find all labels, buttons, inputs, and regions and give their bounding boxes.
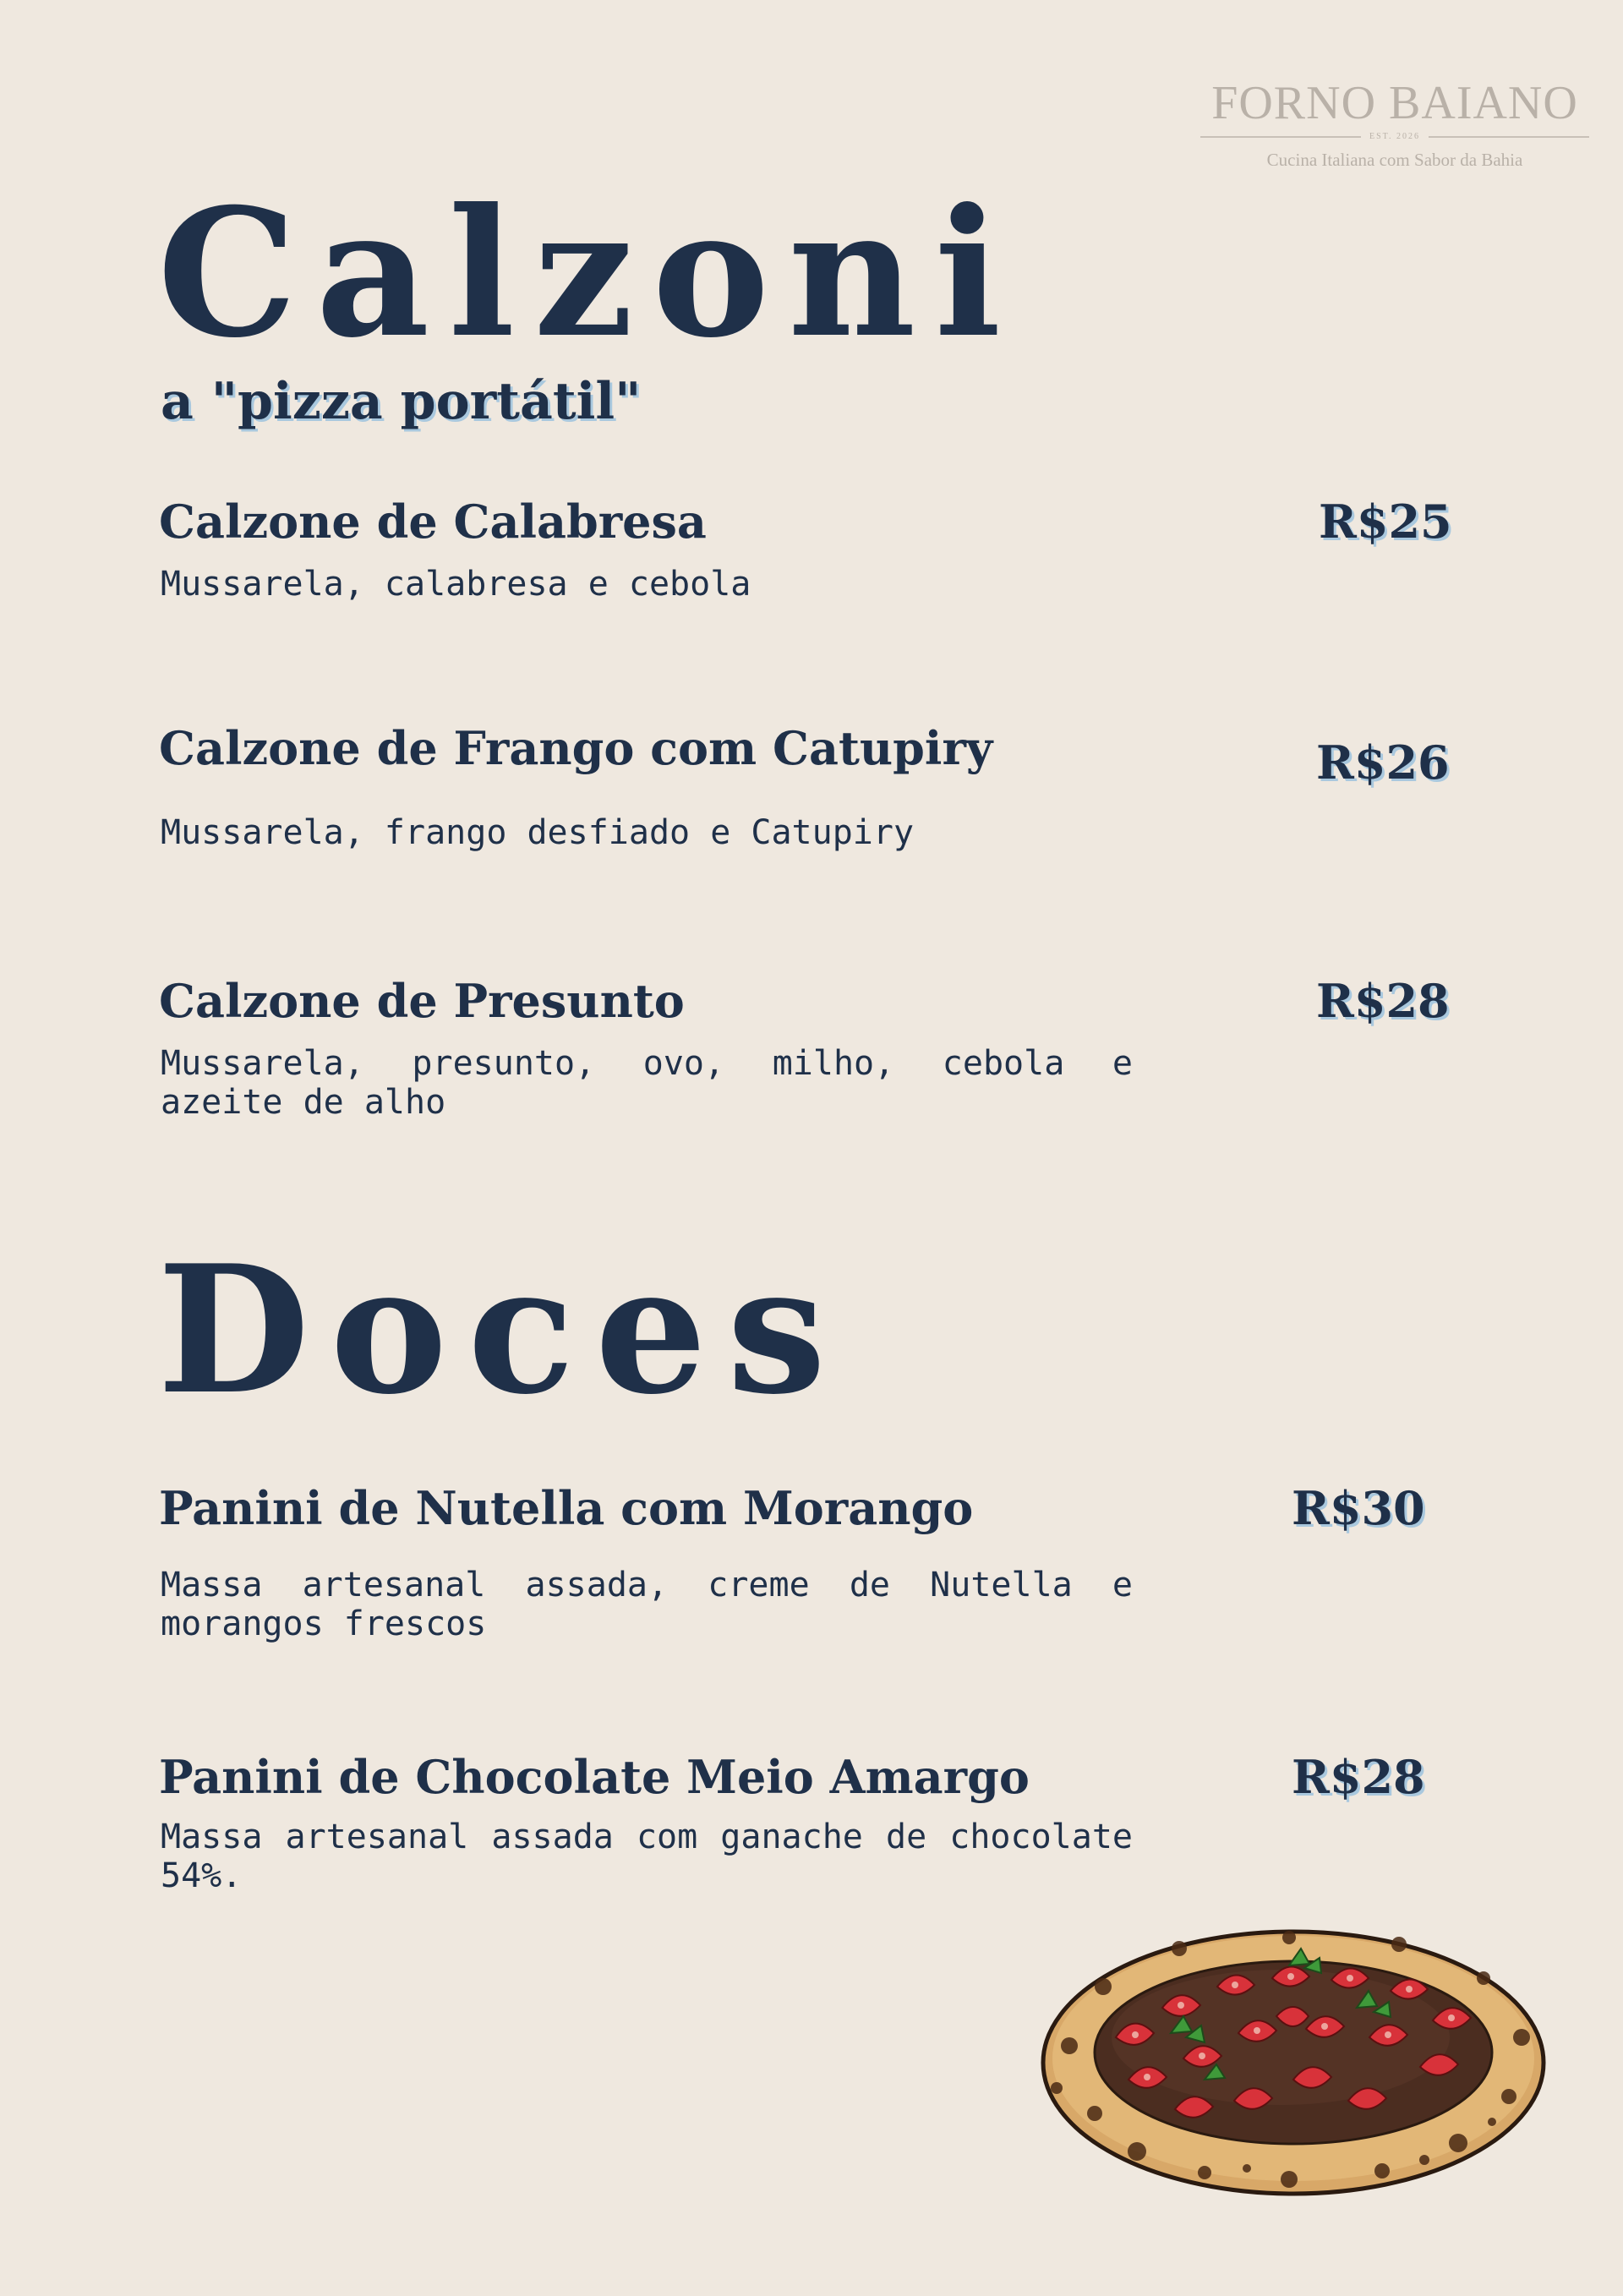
menu-item-price: R$28 bbox=[1316, 974, 1450, 1028]
brand-est: EST. 2026 bbox=[1369, 132, 1421, 141]
menu-item-name: Calzone de Frango com Catupiry bbox=[159, 721, 993, 775]
divider bbox=[1429, 136, 1589, 138]
menu-item-price: R$28 bbox=[1292, 1750, 1425, 1804]
section-title-doces: Doces bbox=[157, 1227, 847, 1434]
menu-item-description: Mussarela, frango desfiado e Catupiry bbox=[161, 813, 915, 852]
section-subtitle-calzoni: a "pizza portátil" bbox=[161, 372, 642, 431]
menu-item-name: Panini de Nutella com Morango bbox=[159, 1481, 974, 1535]
brand-name: FORNO BAIANO bbox=[1211, 77, 1578, 129]
menu-item-name: Panini de Chocolate Meio Amargo bbox=[159, 1750, 1030, 1804]
menu-item-description: Mussarela, calabresa e cebola bbox=[161, 565, 751, 604]
menu-item-price: R$30 bbox=[1292, 1481, 1425, 1535]
menu-item-description: Mussarela, presunto, ovo, milho, cebola e azeite de alho bbox=[161, 1044, 1133, 1122]
brand-est-row bbox=[1200, 132, 1589, 141]
divider bbox=[1200, 136, 1361, 138]
menu-item-price: R$25 bbox=[1319, 495, 1452, 549]
section-title-calzoni: Calzoni bbox=[157, 171, 1020, 377]
brand-tagline: Cucina Italiana com Sabor da Bahia bbox=[1266, 150, 1523, 170]
menu-item-description: Massa artesanal assada, creme de Nutella e morangos frescos bbox=[161, 1566, 1133, 1643]
menu-item-price: R$26 bbox=[1316, 735, 1450, 790]
menu-item-name: Calzone de Calabresa bbox=[159, 495, 707, 549]
nutella-strawberry-pizza-icon bbox=[1036, 1919, 1551, 2198]
brand-logo bbox=[1200, 78, 1589, 171]
menu-item-description: Massa artesanal assada com ganache de chocolate 54%. bbox=[161, 1818, 1133, 1895]
menu-item-name: Calzone de Presunto bbox=[159, 974, 685, 1028]
